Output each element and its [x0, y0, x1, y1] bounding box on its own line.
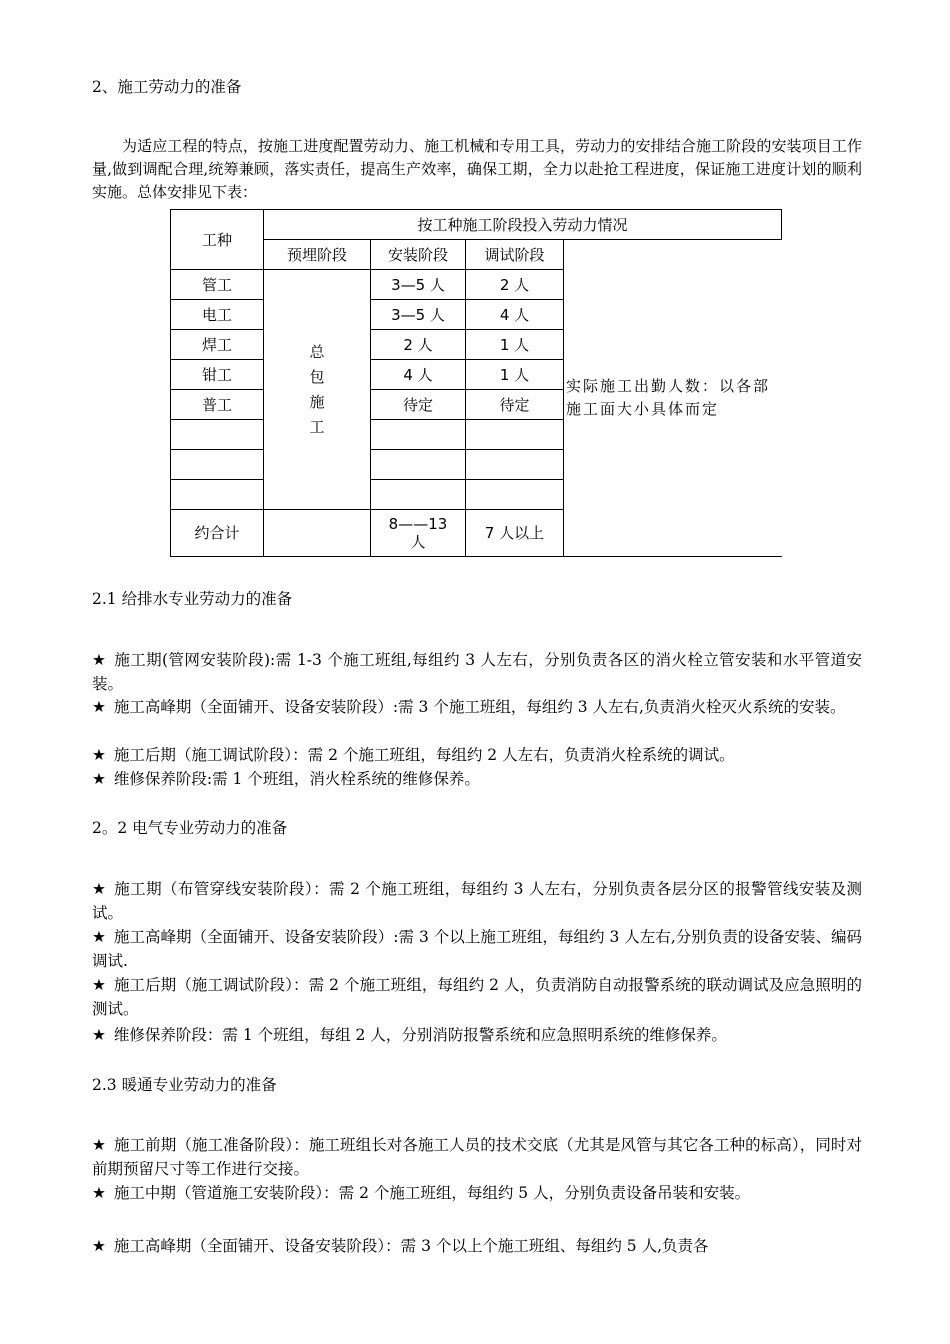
- embed-char: 工: [309, 417, 325, 436]
- list-item: ★ 施工后期（施工调试阶段）：需 2 个施工班组，每组约 2 人左右，负责消火栓系统的调试。: [92, 746, 735, 764]
- embed-char: 总: [309, 342, 325, 361]
- install-cell: 2 人: [371, 330, 466, 360]
- star-icon: ★: [92, 770, 106, 788]
- header-trade: 工种: [171, 210, 264, 270]
- star-icon: ★: [92, 1136, 106, 1154]
- trade-cell: 钳工: [171, 360, 264, 390]
- list-item: ★ 施工后期（施工调试阶段）：需 2 个施工班组，每组约 2 人，负责消防自动报警系统的联动调试及应急照明的测试。: [92, 976, 862, 1018]
- embed-char: 施: [309, 392, 325, 411]
- section-2-2-title: 2。2 电气专业劳动力的准备: [92, 819, 288, 837]
- total-debug: 7 人以上: [466, 510, 564, 557]
- list-item: ★ 施工期(管网安装阶段):需 1-3 个施工班组,每组约 3 人左右，分别负责各区的消火栓立管安装和水平管道安装。: [92, 651, 862, 693]
- install-cell: 3—5 人: [371, 300, 466, 330]
- section-title: 2、施工劳动力的准备: [92, 78, 242, 96]
- header-group: 按工种施工阶段投入劳动力情况: [264, 210, 782, 240]
- section-2-1-title: 2.1 给排水专业劳动力的准备: [92, 590, 293, 608]
- debug-cell: 2 人: [466, 270, 564, 300]
- header-stage-embed: 预埋阶段: [264, 240, 371, 270]
- embed-char: 包: [309, 367, 325, 386]
- list-item: ★ 维修保养阶段:需 1 个班组，消火栓系统的维修保养。: [92, 770, 480, 788]
- note-cell: 实际施工出勤人数：以各部施工面大小具体而定: [564, 240, 782, 557]
- star-icon: ★: [92, 698, 106, 716]
- install-cell: 3—5 人: [371, 270, 466, 300]
- trade-cell: 焊工: [171, 330, 264, 360]
- trade-cell: 管工: [171, 270, 264, 300]
- install-cell: 待定: [371, 390, 466, 420]
- star-icon: ★: [92, 746, 106, 764]
- embed-cell: [264, 270, 371, 510]
- debug-cell: 1 人: [466, 330, 564, 360]
- list-item: ★ 施工高峰期（全面铺开、设备安装阶段）:需 3 个以上施工班组，每组约 3 人左右,分别负责的设备安装、编码调试.: [92, 928, 862, 970]
- list-item: ★ 施工高峰期（全面铺开、设备安装阶段）:需 3 个施工班组，每组约 3 人左右,负责消火栓灭火系统的安装。: [92, 698, 846, 716]
- labor-table: [170, 209, 782, 557]
- install-cell: 4 人: [371, 360, 466, 390]
- star-icon: ★: [92, 1026, 106, 1044]
- star-icon: ★: [92, 651, 107, 669]
- total-embed: [264, 510, 371, 557]
- header-stage-install: 安装阶段: [371, 240, 466, 270]
- debug-cell: 4 人: [466, 300, 564, 330]
- debug-cell: 待定: [466, 390, 564, 420]
- star-icon: ★: [92, 1237, 106, 1255]
- section-2-3-title: 2.3 暖通专业劳动力的准备: [92, 1076, 277, 1094]
- header-stage-debug: 调试阶段: [466, 240, 564, 270]
- total-label: 约合计: [171, 510, 264, 557]
- star-icon: ★: [92, 976, 106, 994]
- star-icon: ★: [92, 880, 107, 898]
- list-item: ★ 施工期（布管穿线安装阶段）：需 2 个施工班组，每组约 3 人左右，分别负责各层分区的报警管线安装及测试。: [92, 880, 863, 922]
- list-item: ★ 施工高峰期（全面铺开、设备安装阶段）：需 3 个以上个施工班组、每组约 5 人,负责各: [92, 1237, 709, 1255]
- list-item: ★ 施工前期（施工准备阶段）：施工班组长对各施工人员的技术交底（尤其是风管与其它各工种的标高），同时对前期预留尺寸等工作进行交接。: [92, 1136, 862, 1178]
- list-item: ★ 施工中期（管道施工安装阶段）：需 2 个施工班组，每组约 5 人，分别负责设备吊装和安装。: [92, 1184, 751, 1202]
- trade-cell: 电工: [171, 300, 264, 330]
- intro-paragraph: 为适应工程的特点，按施工进度配置劳动力、施工机械和专用工具，劳动力的安排结合施工阶段的安装项目工作量,做到调配合理,统筹兼顾，落实责任，提高生产效率，确保工期，全力以赴抢工程进度，保证施工进度计划的顺利实施。总体安排见下表：: [92, 137, 862, 201]
- debug-cell: 1 人: [466, 360, 564, 390]
- star-icon: ★: [92, 1184, 106, 1202]
- trade-cell: 普工: [171, 390, 264, 420]
- star-icon: ★: [92, 928, 106, 946]
- total-install: 8——13 人: [371, 510, 466, 557]
- list-item: ★ 维修保养阶段：需 1 个班组，每组 2 人，分别消防报警系统和应急照明系统的维修保养。: [92, 1026, 727, 1044]
